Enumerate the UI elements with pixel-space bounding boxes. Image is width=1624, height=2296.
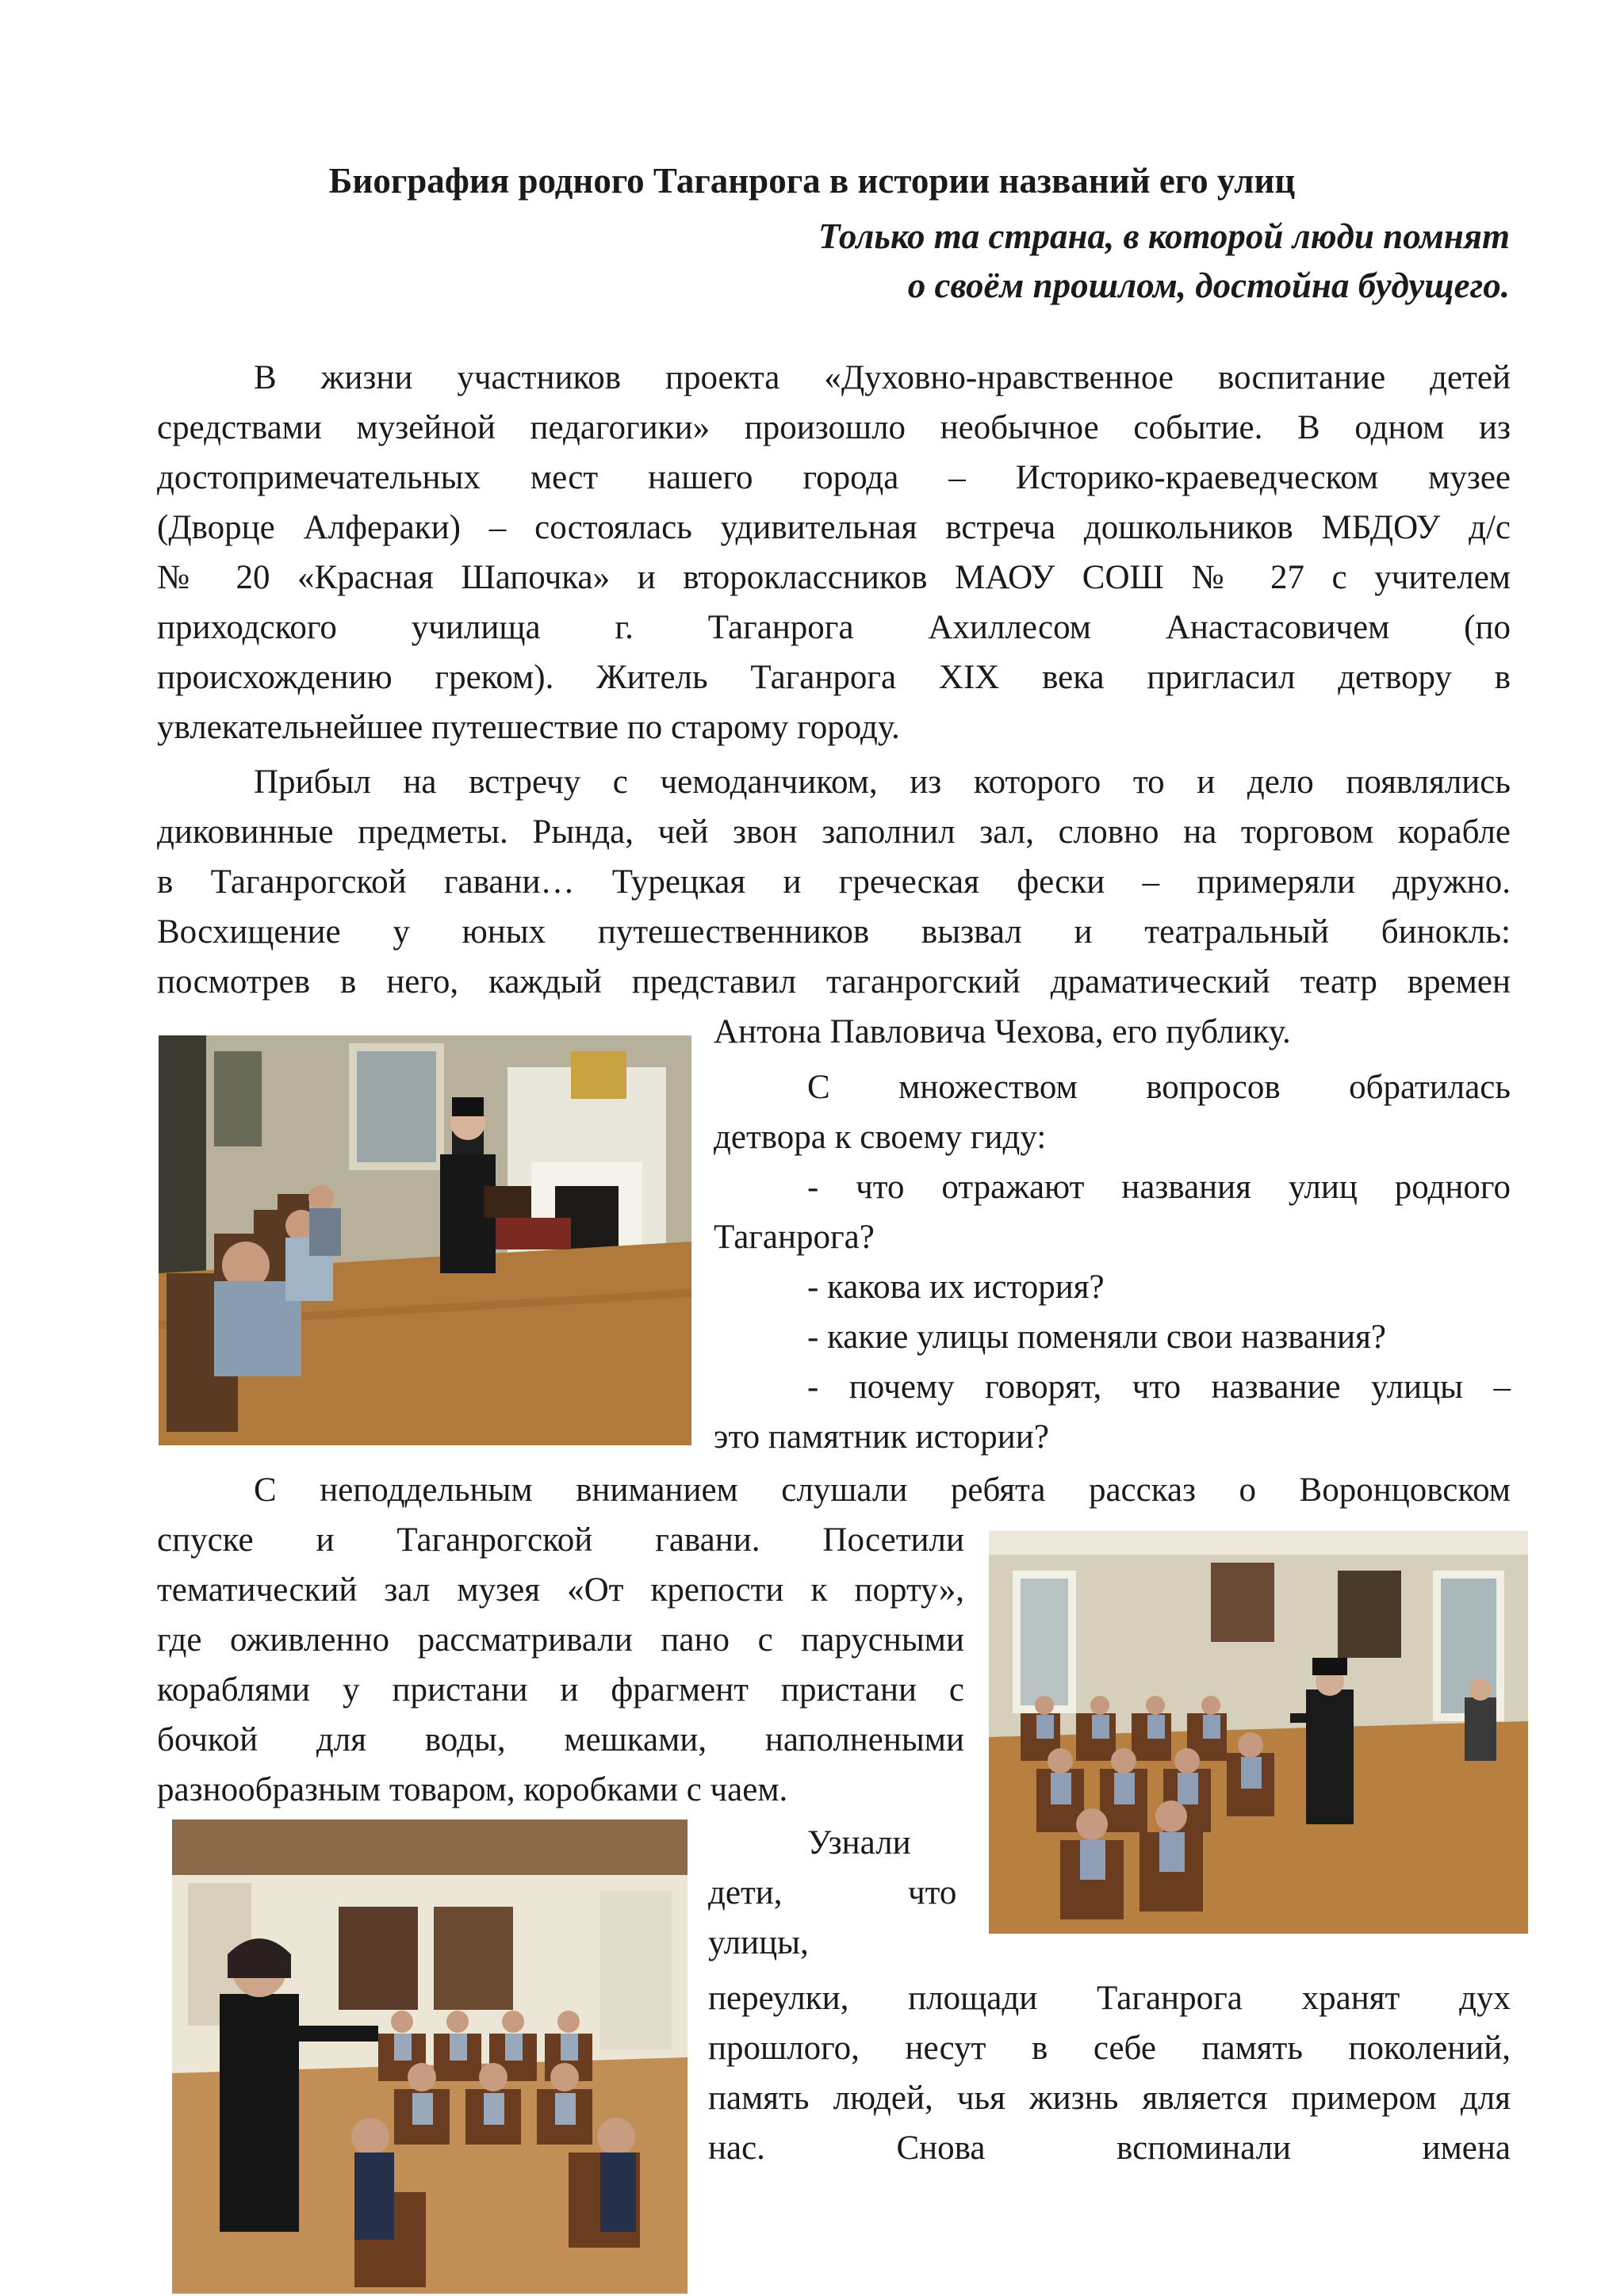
p1-line-1: В жизни участников проекта «Духовно-нравственное воспитание детей: [254, 359, 1511, 396]
p4-line-6: бочкой для воды, мешками, наполнеными: [157, 1721, 964, 1758]
p4-line-1: С неподдельным вниманием слушали ребята рассказ о Воронцовском: [254, 1471, 1511, 1509]
p4-line-7: разнообразным товаром, коробками с чаем.: [157, 1771, 788, 1808]
p1-line-2: средствами музейной педагогики» произошло необычное событие. В одном из: [157, 409, 1511, 446]
p2-line-5: посмотрев в него, каждый представил таганрогский драматический театр времен: [157, 963, 1511, 1001]
p2-line-3: в Таганрогской гавани… Турецкая и греческая фески – примеряли дружно.: [157, 863, 1511, 901]
p1-line-7: происхождению греком). Житель Таганрога XIX века пригласил детвору в: [157, 659, 1511, 696]
p5-line-2a: дети,: [708, 1874, 783, 1911]
p3-line-1: С множеством вопросов обратилась: [807, 1069, 1511, 1106]
epigraph-line-2: о своём прошлом, достойна будущего.: [907, 266, 1510, 305]
p5-line-2b: что: [908, 1874, 957, 1911]
p2-line-1: Прибыл на встречу с чемоданчиком, из которого то и дело появлялись: [254, 763, 1511, 801]
p1-line-6: приходского училища г. Таганрога Ахиллесом Анастасовичем (по: [157, 609, 1511, 646]
p4-line-3: тематический зал музея «От крепости к порту»,: [157, 1571, 964, 1609]
photo-children-hall: [989, 1531, 1528, 1934]
question-4a: - почему говорят, что название улицы –: [807, 1368, 1511, 1406]
p2-line-4: Восхищение у юных путешественников вызвал и театральный бинокль:: [157, 913, 1511, 951]
p4-line-4: где оживленно рассматривали пано с парусными: [157, 1621, 964, 1659]
p4-line-5: кораблями у пристани и фрагмент пристани с: [157, 1671, 964, 1709]
question-4b: это памятник истории?: [714, 1418, 1049, 1456]
p5-line-7: нас. Снова вспоминали имена: [708, 2130, 1511, 2167]
photo-guide-fireplace: [159, 1035, 691, 1445]
p1-line-8: увлекательнейшее путешествие по старому городу.: [157, 709, 900, 746]
page-title: Биография родного Таганрога в истории названий его улиц: [328, 161, 1296, 201]
question-2: - какова их история?: [807, 1269, 1105, 1306]
p2-line-2: диковинные предметы. Рында, чей звон заполнил зал, словно на торговом корабле: [157, 813, 1511, 851]
question-1a: - что отражают названия улиц родного: [807, 1169, 1511, 1206]
question-3: - какие улицы поменяли свои названия?: [807, 1318, 1387, 1356]
p3-line-2: детвора к своему гиду:: [714, 1119, 1047, 1156]
p5-line-3: улицы,: [708, 1924, 809, 1961]
photo-children-playing: [172, 1820, 688, 2294]
p5-line-5: прошлого, несут в себе память поколений,: [708, 2030, 1511, 2067]
p5-line-1: Узнали: [807, 1824, 911, 1862]
p1-line-5: № 20 «Красная Шапочка» и второклассников МАОУ СОШ № 27 с учителем: [157, 559, 1511, 596]
p5-line-6: память людей, чья жизнь является примером для: [708, 2080, 1511, 2117]
p1-line-4: (Дворце Алфераки) – состоялась удивительная встреча дошкольников МБДОУ д/с: [157, 509, 1511, 546]
p1-line-3: достопримечательных мест нашего города – Историко-краеведческом музее: [157, 459, 1511, 496]
epigraph-line-1: Только та страна, в которой люди помнят: [818, 216, 1510, 256]
p5-line-4: переулки, площади Таганрога хранят дух: [708, 1980, 1511, 2017]
p2-line-6: Антона Павловича Чехова, его публику.: [714, 1013, 1291, 1050]
p4-line-2: спуске и Таганрогской гавани. Посетили: [157, 1521, 964, 1559]
question-1b: Таганрога?: [714, 1219, 875, 1256]
